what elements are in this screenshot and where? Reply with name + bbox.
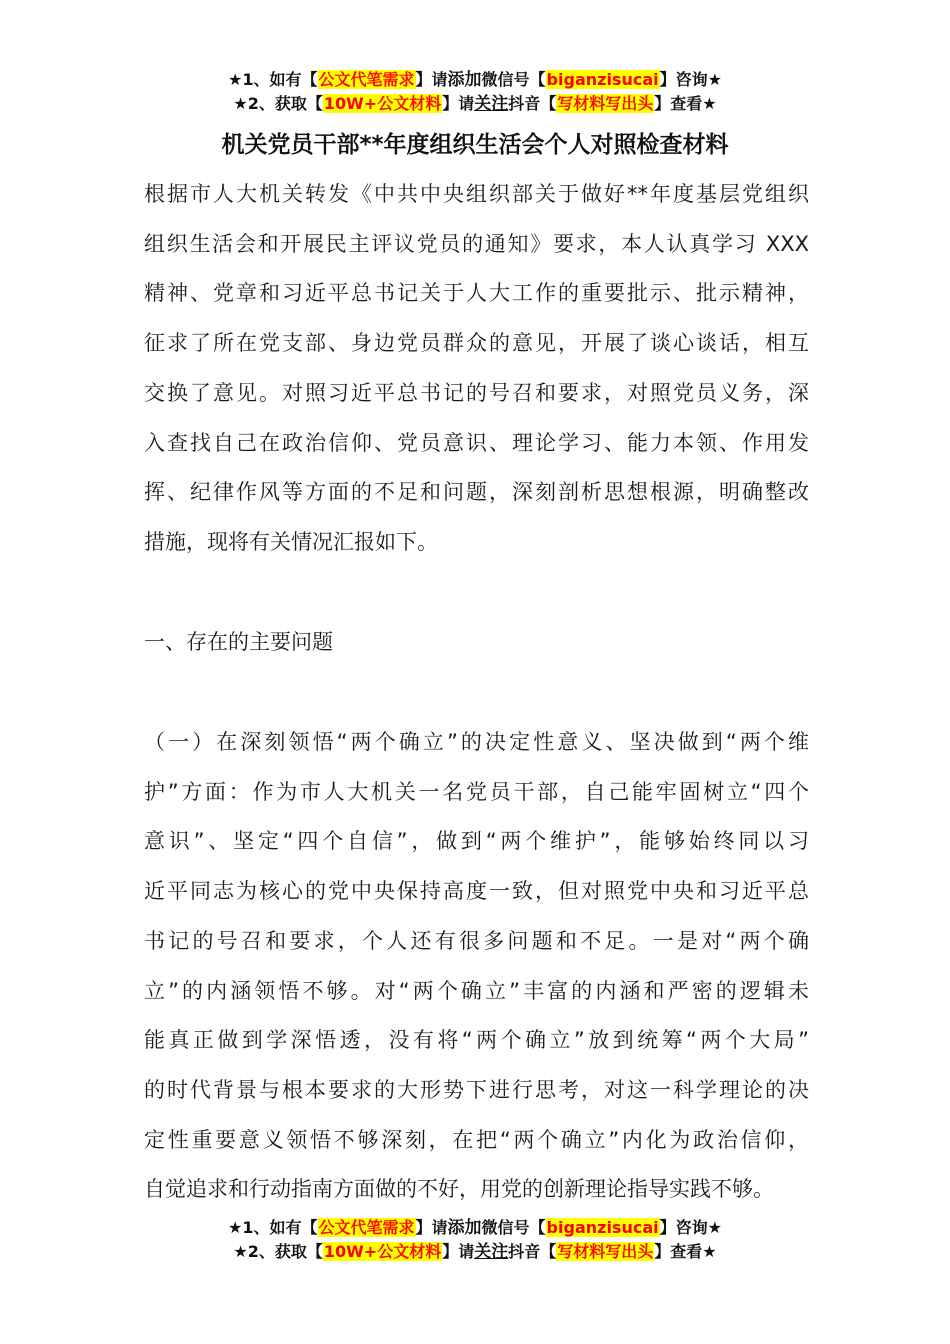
banner-line-1 (0, 68, 950, 92)
banner-emphasis: 添加 (447, 1218, 482, 1238)
paragraph-line: 护”方面：作为市人大机关一名党员干部，自己能牢固树立“四个 (144, 779, 809, 804)
banner-highlight: biganzisucai (546, 1218, 659, 1237)
banner-line-2 (0, 92, 950, 116)
document-title: 机关党员干部**年度组织生活会个人对照检查材料 (221, 132, 729, 158)
paragraph-line: （一）在深刻领悟“两个确立”的决定性意义、坚决做到“两个维 (144, 730, 809, 754)
top-ad-banner (0, 68, 950, 116)
paragraph-line: 征求了所在党支部、身边党员群众的意见，开展了谈心谈话，相互 (144, 331, 809, 356)
section-heading-text: 一、存在的主要问题 (144, 630, 333, 654)
section-heading (144, 618, 809, 668)
banner-highlight: 写材料写出头 (557, 1242, 654, 1261)
banner-text: 微信号【 (481, 1218, 546, 1237)
section-paragraph (144, 718, 809, 1215)
banner-highlight: 写材料写出头 (557, 94, 654, 113)
banner-line-1 (0, 1216, 950, 1240)
banner-text: 抖音【 (508, 1242, 557, 1261)
paragraph-line: 精神、党章和习近平总书记关于人大工作的重要批示、批示精神， (144, 281, 809, 306)
banner-highlight: 10W+公文材料 (323, 1242, 442, 1261)
banner-text: 抖音【 (508, 94, 557, 113)
banner-line-2 (0, 1240, 950, 1264)
paragraph-line: 措施，现将有关情况汇报如下。 (144, 529, 438, 554)
paragraph-line: 能真正做到学深悟透，没有将“两个确立”放到统筹“两个大局” (144, 1028, 809, 1053)
banner-text: 】请 (442, 94, 475, 113)
banner-text: 微信号【 (481, 70, 546, 89)
banner-highlight: 公文代笔需求 (318, 1218, 415, 1237)
banner-emphasis: 关注 (474, 1242, 509, 1262)
paragraph-line: 书记的号召和要求，个人还有很多问题和不足。一是对“两个确 (144, 928, 809, 953)
banner-text: ★1、如有【 (228, 70, 318, 89)
intro-paragraph (144, 170, 809, 568)
banner-highlight: 公文代笔需求 (318, 70, 415, 89)
banner-text: 】请 (442, 1242, 475, 1261)
banner-text: 】查看★ (654, 1242, 717, 1261)
banner-text: 】咨询★ (659, 70, 722, 89)
paragraph-line: 近平同志为核心的党中央保持高度一致，但对照党中央和习近平总 (144, 879, 809, 904)
banner-text: 】查看★ (654, 94, 717, 113)
paragraph-line: 交换了意见。对照习近平总书记的号召和要求，对照党员义务，深 (144, 380, 809, 405)
banner-text: 】咨询★ (659, 1218, 722, 1237)
bottom-ad-banner (0, 1216, 950, 1264)
banner-text: 】请 (415, 70, 448, 89)
banner-text: 】请 (415, 1218, 448, 1237)
banner-text: ★2、获取【 (233, 1242, 323, 1261)
paragraph-line: 根据市人大机关转发《中共中央组织部关于做好**年度基层党组织 (144, 182, 809, 206)
paragraph-line: 自觉追求和行动指南方面做的不好，用党的创新理论指导实践不够。 (144, 1177, 774, 1202)
paragraph-line: 立”的内涵领悟不够。对“两个确立”丰富的内涵和严密的逻辑未 (144, 978, 809, 1003)
paragraph-line: 挥、纪律作风等方面的不足和问题，深刻剖析思想根源，明确整改 (144, 480, 809, 505)
banner-highlight: 10W+公文材料 (323, 94, 442, 113)
banner-text: ★2、获取【 (233, 94, 323, 113)
paragraph-line: 的时代背景与根本要求的大形势下进行思考，对这一科学理论的决 (144, 1077, 809, 1102)
banner-emphasis: 添加 (447, 70, 482, 90)
paragraph-line: 定性重要意义领悟不够深刻，在把“两个确立”内化为政治信仰， (144, 1127, 809, 1152)
paragraph-line: 入查找自己在政治信仰、党员意识、理论学习、能力本领、作用发 (144, 430, 809, 455)
banner-emphasis: 关注 (474, 94, 509, 114)
banner-text: ★1、如有【 (228, 1218, 318, 1237)
paragraph-line: 组织生活会和开展民主评议党员的通知》要求，本人认真学习 XXX (144, 231, 809, 256)
paragraph-line: 意识”、坚定“四个自信”，做到“两个维护”，能够始终同以习 (144, 829, 809, 854)
banner-highlight: biganzisucai (546, 70, 659, 89)
